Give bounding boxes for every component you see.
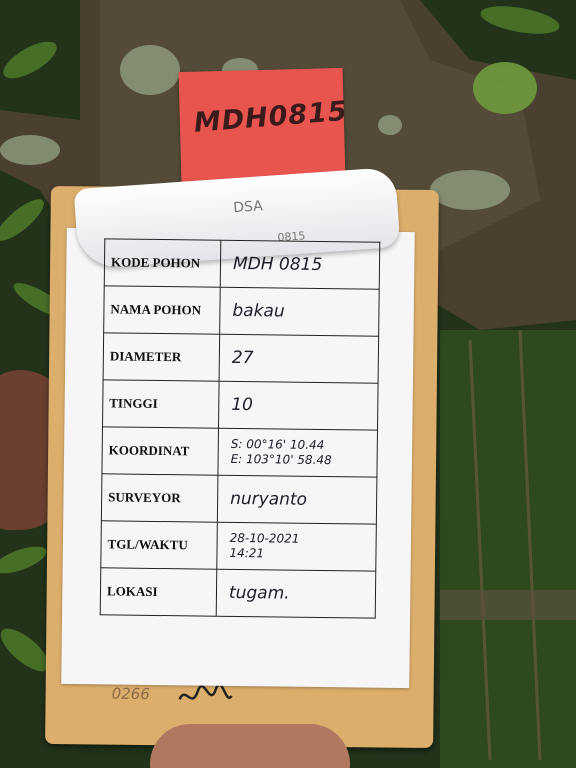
row-value: nuryanto (217, 475, 377, 524)
row-value-line1: S: 00°16' 10.44 (230, 436, 325, 453)
row-label: NAMA POHON (104, 286, 221, 334)
row-value-line2: 14:21 (229, 545, 265, 561)
row-label: KODE POHON (104, 239, 221, 287)
row-value: tugam. (216, 569, 376, 618)
table-row (101, 474, 377, 524)
row-value: 27 (219, 334, 379, 383)
row-label: KOORDINAT (102, 427, 219, 475)
table-row (100, 568, 376, 618)
row-value: 10 (219, 381, 379, 430)
row-label: TINGGI (103, 380, 220, 428)
bottom-hand (150, 724, 350, 768)
tree-tag (179, 68, 349, 184)
row-value-line2: E: 103°10' 58.48 (230, 451, 332, 468)
table-row (102, 427, 378, 477)
table-row (104, 239, 380, 289)
roll-scribble-b: 0815 (277, 229, 306, 245)
survey-form-table (100, 238, 381, 618)
board-note: 0266 (111, 684, 150, 704)
row-label: DIAMETER (103, 333, 220, 381)
row-label: SURVEYOR (101, 474, 218, 522)
row-label: TGL/WAKTU (101, 521, 218, 569)
table-row (104, 286, 380, 336)
table-row (101, 521, 377, 571)
table-row (103, 333, 379, 383)
row-label: LOKASI (100, 568, 217, 616)
row-value (217, 522, 377, 571)
tree-tag-code: MDH0815 (192, 95, 349, 139)
moss-patch (473, 62, 537, 114)
row-value: MDH 0815 (220, 240, 380, 289)
row-value: bakau (220, 287, 380, 336)
row-value-line1: 28-10-2021 (229, 530, 300, 546)
row-value (218, 428, 378, 477)
table-row (103, 380, 379, 430)
board-scribble (175, 681, 235, 712)
roll-scribble-a: DSA (232, 198, 264, 217)
